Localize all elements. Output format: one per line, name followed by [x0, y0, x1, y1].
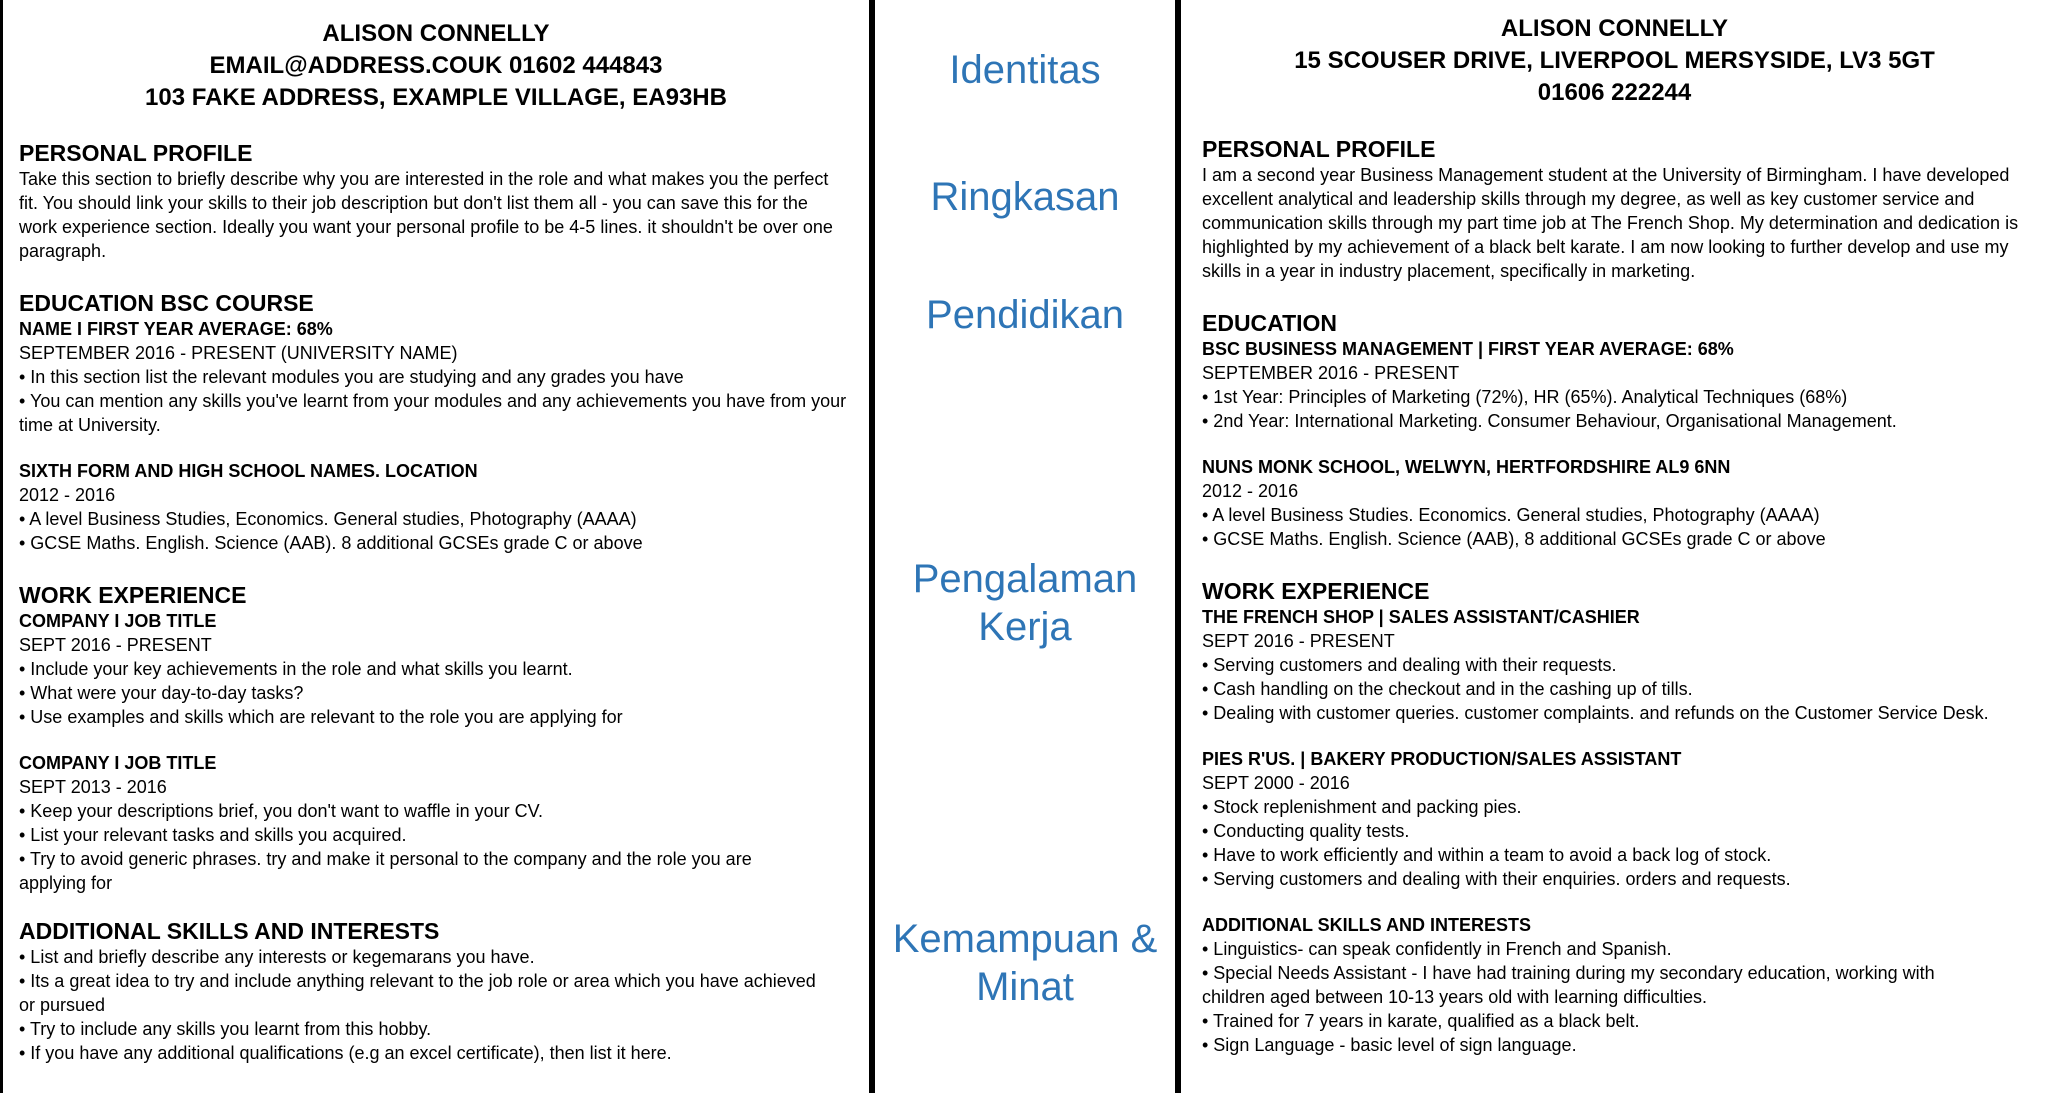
job-bullet: • Have to work efficiently and within a team to avoid a back log of stock. [1202, 845, 1772, 865]
skills-bullet: • Its a great idea to try and include anything relevant to the job role or area which you have achieved or pursued [19, 971, 816, 1015]
cv-address: 15 SCOUSER DRIVE, LIVERPOOL MERSYSIDE, LV3 5GT [1294, 47, 1935, 74]
job-title: COMPANY I JOB TITLE [19, 753, 217, 773]
education-bullet: • In this section list the relevant modules you are studying and any grades you have [19, 367, 684, 387]
education-bullet: • 1st Year: Principles of Marketing (72%), HR (65%). Analytical Techniques (68%) [1202, 387, 1848, 407]
education-bullet: • A level Business Studies, Economics. General studies, Photography (AAAA) [19, 509, 637, 529]
cv-contact: EMAIL@ADDRESS.COUK 01602 444843 [209, 52, 663, 79]
work-heading: WORK EXPERIENCE [1202, 578, 1430, 604]
label-identitas: Identitas [949, 48, 1101, 92]
skills-bullet: • Linguistics- can speak confidently in French and Spanish. [1202, 939, 1672, 959]
job-date: SEPT 2016 - PRESENT [19, 635, 212, 655]
education-heading: EDUCATION BSC COURSE [19, 290, 314, 316]
skills-heading: ADDITIONAL SKILLS AND INTERESTS [1202, 915, 1532, 935]
job-bullet: • Keep your descriptions brief, you don't want to waffle in your CV. [19, 801, 544, 821]
cv-template-panel [0, 0, 869, 1093]
education-bullet: • GCSE Maths. English. Science (AAB), 8 additional GCSEs grade C or above [1202, 529, 1826, 549]
job-bullet: • Try to avoid generic phrases. try and make it personal to the company and the role you are applying for [19, 849, 752, 893]
profile-text: I am a second year Business Management student at the University of Birmingham. I have developed excellent analytical and leadership skills through my degree, as well as key customer service and communication skills through my part time job at The French Shop. My determination and dedication is highlighted by my achievement of a black belt karate. I am now looking to further develop and use my skills in a year in industry placement, specifically in marketing. [1202, 165, 2019, 281]
job-bullet: • Serving customers and dealing with their requests. [1202, 655, 1617, 675]
education-bullet: • You can mention any skills you've learnt from your modules and any achievements you have from your time at University. [19, 391, 847, 435]
section-labels-panel [869, 0, 1181, 1093]
skills-bullet: • Special Needs Assistant - I have had training during my secondary education, working with children aged between 10-13 years old with learning difficulties. [1202, 963, 1935, 1007]
education-bullet: • A level Business Studies. Economics. General studies, Photography (AAAA) [1202, 505, 1820, 525]
job-date: SEPT 2013 - 2016 [19, 777, 167, 797]
skills-bullet: • Trained for 7 years in karate, qualified as a black belt. [1202, 1011, 1640, 1031]
education-bullet: • GCSE Maths. English. Science (AAB). 8 additional GCSEs grade C or above [19, 533, 643, 553]
label-pengalaman-kerja: Pengalaman Kerja [912, 557, 1138, 649]
job-date: SEPT 2000 - 2016 [1202, 773, 1350, 793]
education-item-title: NUNS MONK SCHOOL, WELWYN, HERTFORDSHIRE AL9 6NN [1202, 457, 1731, 477]
job-bullet: • Stock replenishment and packing pies. [1202, 797, 1522, 817]
skills-bullet: • Sign Language - basic level of sign language. [1202, 1035, 1577, 1055]
skills-heading: ADDITIONAL SKILLS AND INTERESTS [19, 918, 440, 944]
label-pendidikan: Pendidikan [926, 293, 1124, 337]
job-bullet: • What were your day-to-day tasks? [19, 683, 304, 703]
education-heading: EDUCATION [1202, 310, 1338, 336]
job-bullet: • List your relevant tasks and skills you acquired. [19, 825, 407, 845]
education-item-date: SEPTEMBER 2016 - PRESENT [1202, 363, 1460, 383]
job-title: THE FRENCH SHOP | SALES ASSISTANT/CASHIER [1202, 607, 1640, 627]
education-item-date: 2012 - 2016 [19, 485, 116, 505]
job-bullet: • Dealing with customer queries. customer complaints. and refunds on the Customer Service Desk. [1202, 703, 1989, 723]
job-date: SEPT 2016 - PRESENT [1202, 631, 1395, 651]
cv-address: 103 FAKE ADDRESS, EXAMPLE VILLAGE, EA93HB [145, 84, 727, 111]
cv-example-panel [1181, 0, 2048, 1093]
cv-name: ALISON CONNELLY [1500, 15, 1729, 42]
job-bullet: • Include your key achievements in the role and what skills you learnt. [19, 659, 573, 679]
skills-bullet: • If you have any additional qualifications (e.g an excel certificate), then list it here. [19, 1043, 672, 1063]
profile-text: Take this section to briefly describe why you are interested in the role and what makes you the perfect fit. You should link your skills to their job description but don't list them all - you can save this for the work experience section. Ideally you want your personal profile to be 4-5 lines. it shouldn't be over one paragraph. [19, 169, 833, 261]
skills-bullet: • List and briefly describe any interests or kegemarans you have. [19, 947, 535, 967]
job-title: PIES R'US. | BAKERY PRODUCTION/SALES ASSISTANT [1202, 749, 1682, 769]
skills-bullet: • Try to include any skills you learnt from this hobby. [19, 1019, 432, 1039]
education-item-date: SEPTEMBER 2016 - PRESENT (UNIVERSITY NAME) [19, 343, 458, 363]
cv-header [3, 0, 869, 114]
cv-phone: 01606 222244 [1537, 79, 1692, 106]
profile-heading: PERSONAL PROFILE [1202, 136, 1436, 162]
education-item-title: NAME I FIRST YEAR AVERAGE: 68% [19, 319, 333, 339]
job-bullet: • Serving customers and dealing with their enquiries. orders and requests. [1202, 869, 1791, 889]
cv-header [1181, 0, 2048, 109]
job-bullet: • Use examples and skills which are relevant to the role you are applying for [19, 707, 623, 727]
profile-heading: PERSONAL PROFILE [19, 140, 253, 166]
job-bullet: • Cash handling on the checkout and in the cashing up of tills. [1202, 679, 1693, 699]
job-title: COMPANY I JOB TITLE [19, 611, 217, 631]
label-kemampuan-minat: Kemampuan & Minat [892, 917, 1158, 1009]
education-bullet: • 2nd Year: International Marketing. Consumer Behaviour, Organisational Management. [1202, 411, 1897, 431]
label-ringkasan: Ringkasan [930, 175, 1120, 219]
cv-name: ALISON CONNELLY [322, 20, 550, 47]
education-item-date: 2012 - 2016 [1202, 481, 1299, 501]
education-item-title: BSC BUSINESS MANAGEMENT | FIRST YEAR AVERAGE: 68% [1202, 339, 1734, 359]
work-heading: WORK EXPERIENCE [19, 582, 247, 608]
education-item-title: SIXTH FORM AND HIGH SCHOOL NAMES. LOCATION [19, 461, 478, 481]
job-bullet: • Conducting quality tests. [1202, 821, 1410, 841]
